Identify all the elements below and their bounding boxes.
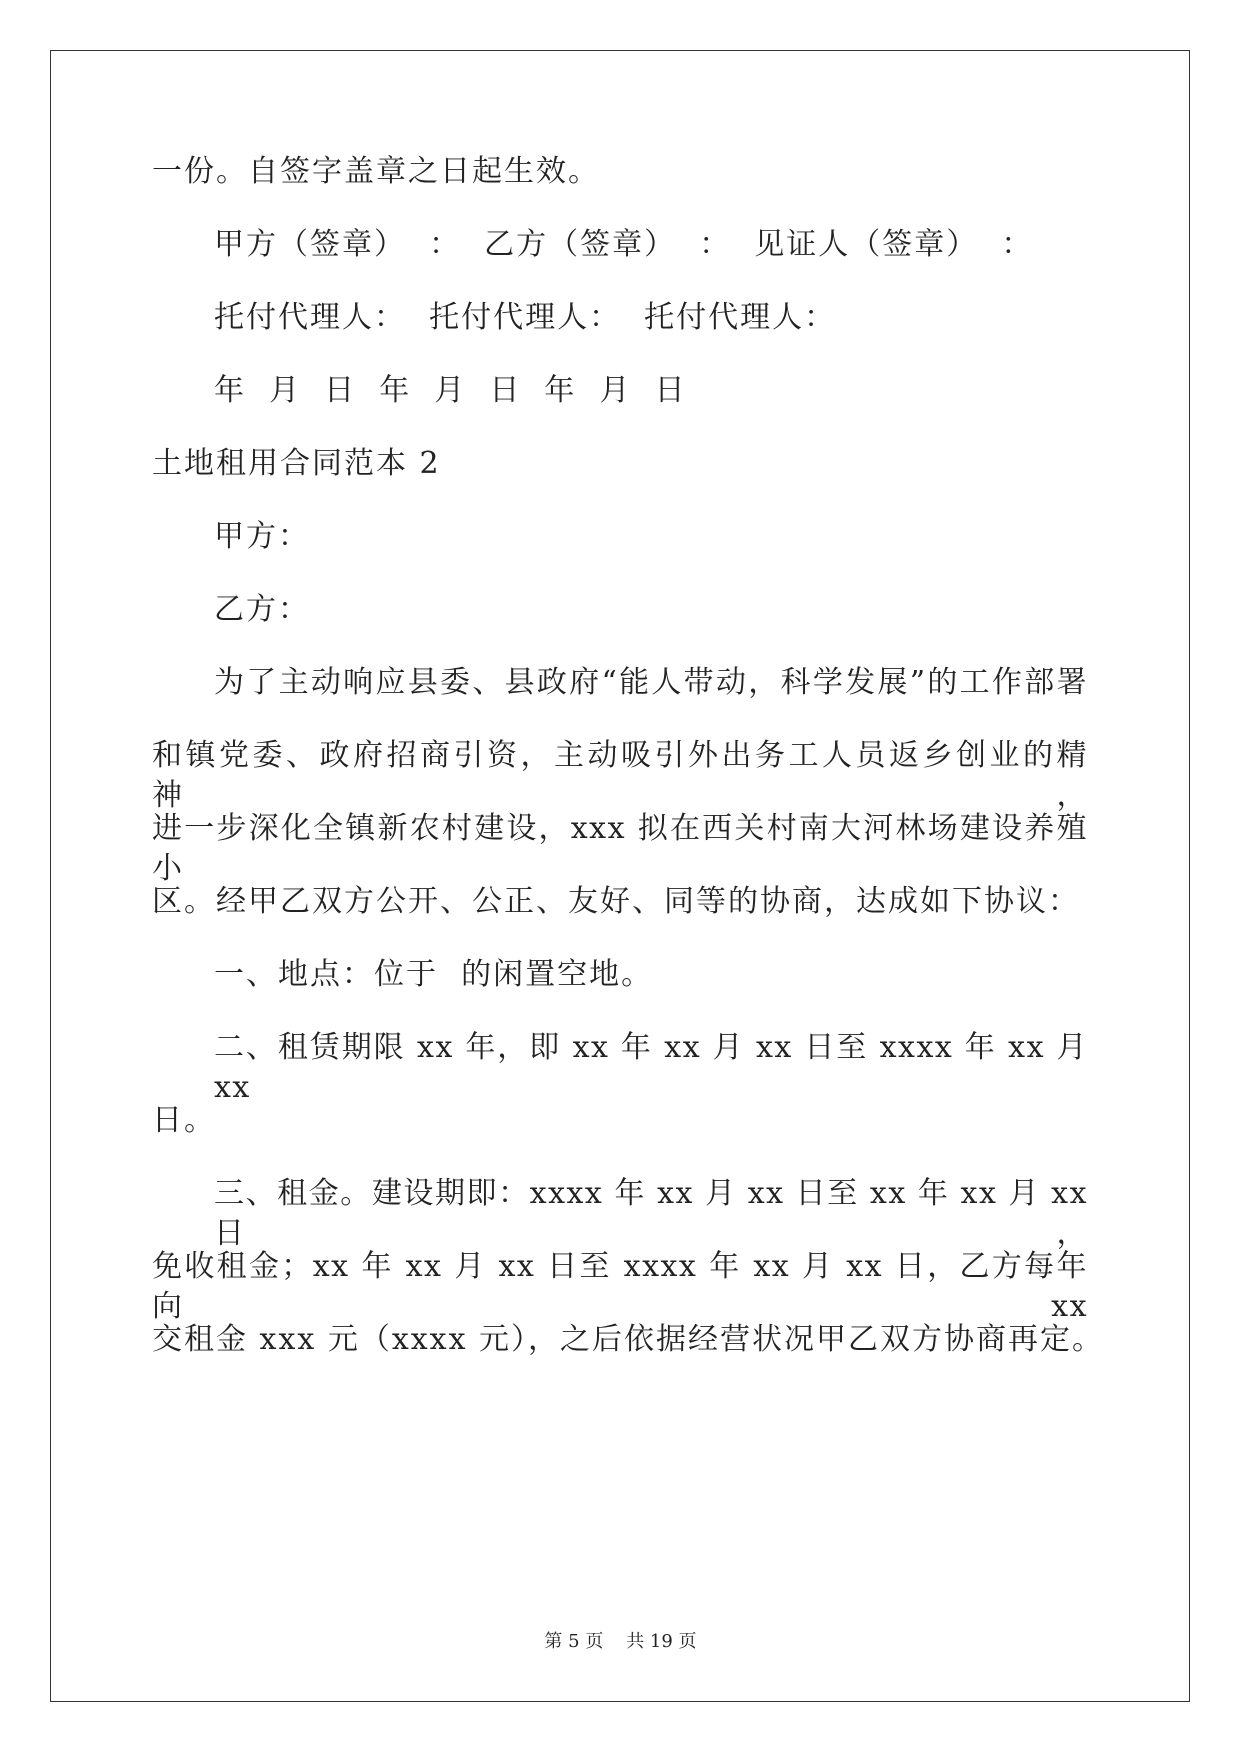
agent-line: 托付代理人： 托付代理人： 托付代理人： — [214, 300, 837, 335]
paragraph-line: 和镇党委、政府招商引资，主动吸引外出务工人员返乡创业的精神， — [152, 738, 1088, 813]
paragraph-line: 为了主动响应县委、县政府“能人带动，科学发展”的工作部署 — [214, 665, 1088, 700]
date-line: 年 月 日 年 月 日 年 月 日 — [214, 373, 687, 408]
party-a-line: 甲方： — [214, 519, 310, 554]
signature-line: 甲方（签章） ： 乙方（签章） ： 见证人（签章） ： — [214, 227, 1034, 262]
clause-term-end: 日。 — [152, 1103, 216, 1138]
clause-rent: 免收租金；xx 年 xx 月 xx 日至 xxxx 年 xx 月 xx 日，乙方每年向 xx — [152, 1249, 1088, 1324]
section-title: 土地租用合同范本 2 — [152, 446, 441, 481]
paragraph-line: 进一步深化全镇新农村建设，xxx 拟在西关村南大河林场建设养殖小 — [152, 811, 1088, 886]
clause-term: 二、租赁期限 xx 年，即 xx 年 xx 月 xx 日至 xxxx 年 xx 月 xx — [214, 1030, 1088, 1105]
text-line-1: 一份。自签字盖章之日起生效。 — [152, 154, 600, 189]
clause-location: 一、地点：位于 的闲置空地。 — [214, 957, 654, 992]
clause-rent: 交租金 xxx 元（xxxx 元），之后依据经营状况甲乙双方协商再定。 — [152, 1322, 1105, 1357]
page-number-footer: 第 5 页 共 19 页 — [544, 1631, 697, 1652]
party-b-line: 乙方： — [214, 592, 310, 627]
clause-rent: 三、租金。建设期即：xxxx 年 xx 月 xx 日至 xx 年 xx 月 xx 日， — [214, 1176, 1088, 1251]
paragraph-line: 区。经甲乙双方公开、公正、友好、同等的协商，达成如下协议： — [152, 884, 1080, 919]
